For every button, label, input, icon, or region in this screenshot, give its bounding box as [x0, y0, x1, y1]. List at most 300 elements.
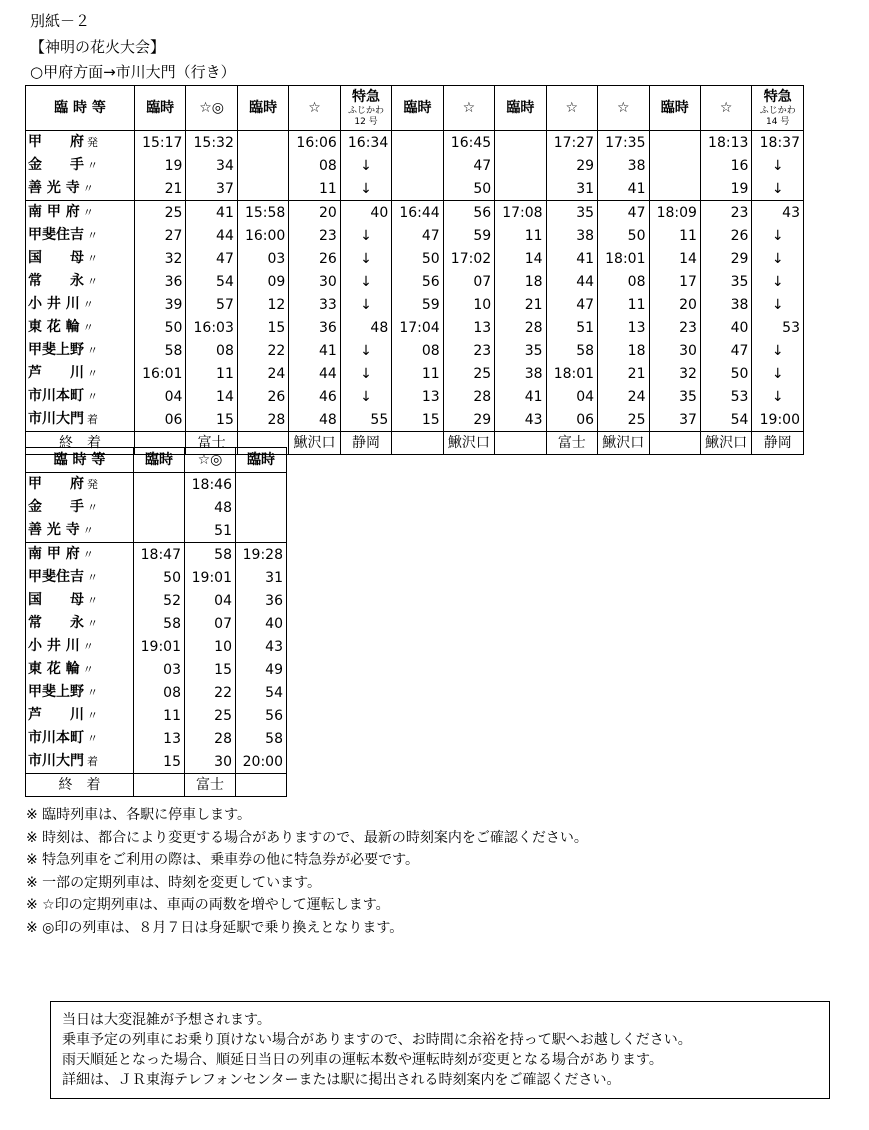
time-cell: 38	[546, 224, 597, 247]
time-cell	[495, 131, 546, 155]
time-cell: 21	[495, 293, 546, 316]
train-type-label: ☆	[565, 100, 579, 116]
time-cell: 18:13	[700, 131, 751, 155]
time-cell: 23	[649, 316, 700, 339]
station-cell	[26, 496, 134, 519]
time-cell: 15:32	[186, 131, 237, 155]
station-cell	[26, 270, 135, 293]
station-suffix: 〃	[82, 298, 94, 311]
station-name: 金 手	[28, 157, 84, 173]
time-cell: 15	[186, 408, 237, 432]
time-cell: 18:37	[752, 131, 804, 155]
time-cell: 04	[134, 385, 185, 408]
terminus-cell: 鰍沢口	[289, 432, 340, 455]
station-cell	[26, 177, 135, 201]
time-cell: 11	[598, 293, 649, 316]
timetable-main	[25, 85, 804, 455]
terminus-cell: 静岡	[340, 432, 391, 455]
station-name: 小 井 川	[28, 638, 80, 654]
train-type-label: 臨時	[403, 100, 432, 116]
time-cell: 11	[649, 224, 700, 247]
time-cell: 18:47	[134, 543, 185, 567]
time-cell: 47	[443, 154, 494, 177]
notice-line: 詳細は、ＪＲ東海テレフォンセンターまたは駅に掲出される時刻案内をご確認ください。	[62, 1072, 621, 1088]
time-cell: 50	[392, 247, 443, 270]
time-cell: 53	[752, 316, 804, 339]
time-cell: 13	[134, 727, 185, 750]
station-cell	[26, 635, 134, 658]
train-type-label: ☆	[462, 100, 476, 116]
train-type-label: ☆	[308, 100, 321, 116]
time-cell: 26	[700, 224, 751, 247]
time-cell: 15	[392, 408, 443, 432]
time-cell: 20:00	[236, 750, 287, 774]
station-row	[26, 270, 804, 293]
station-name: 甲斐住吉	[28, 569, 84, 585]
notice-box	[50, 1001, 830, 1099]
train-column-header	[598, 86, 649, 131]
note: ※ 時刻は、都合により変更する場合がありますので、最新の時刻案内をご確認ください。	[26, 829, 588, 846]
terminus-cell: 富士	[185, 774, 236, 797]
train-type-label: 臨時	[506, 100, 535, 116]
direction-title: ○甲府方面→市川大門（行き）	[30, 63, 236, 81]
time-cell: 14	[649, 247, 700, 270]
time-cell: ↓	[752, 154, 804, 177]
station-name: 市川大門	[28, 411, 84, 427]
terminus-cell	[495, 432, 546, 455]
time-cell: 12	[237, 293, 288, 316]
time-cell: 23	[289, 224, 340, 247]
time-cell: 28	[495, 316, 546, 339]
time-cell: 26	[237, 385, 288, 408]
station-cell	[26, 247, 135, 270]
time-cell	[237, 177, 288, 201]
terminus-cell	[392, 432, 443, 455]
time-cell: 15:58	[237, 201, 288, 225]
corner-header: 臨 時 等	[26, 86, 135, 131]
time-cell	[495, 177, 546, 201]
time-cell: ↓	[340, 177, 391, 201]
train-type-label: ☆◎	[197, 452, 223, 468]
train-column-header	[185, 448, 236, 473]
time-cell: ↓	[340, 270, 391, 293]
time-cell: 16	[700, 154, 751, 177]
station-cell	[26, 293, 135, 316]
time-cell: 19	[134, 154, 185, 177]
station-name: 市川本町	[28, 730, 84, 746]
station-suffix: 〃	[82, 548, 94, 561]
time-cell: ↓	[752, 339, 804, 362]
station-row	[26, 362, 804, 385]
train-column-header	[649, 86, 700, 131]
time-cell: 19:00	[752, 408, 804, 432]
time-cell: 50	[134, 316, 185, 339]
train-type-label: 特急	[352, 89, 380, 105]
station-suffix: 〃	[87, 252, 98, 265]
time-cell: 46	[289, 385, 340, 408]
station-suffix: 〃	[87, 686, 98, 699]
time-cell: 08	[186, 339, 237, 362]
station-row	[26, 339, 804, 362]
time-cell: 38	[700, 293, 751, 316]
time-cell: 43	[236, 635, 287, 658]
station-suffix: 〃	[87, 229, 98, 242]
time-cell: 14	[186, 385, 237, 408]
train-column-header	[443, 86, 494, 131]
time-cell: 44	[289, 362, 340, 385]
station-cell	[26, 750, 134, 774]
time-cell: 15	[237, 316, 288, 339]
time-cell: 17:27	[546, 131, 597, 155]
station-name: 芦 川	[28, 365, 84, 381]
note: ※ 一部の定期列車は、時刻を変更しています。	[26, 874, 322, 891]
station-name: 芦 川	[28, 707, 84, 723]
station-row	[26, 131, 804, 155]
station-cell	[26, 543, 134, 567]
time-cell: 28	[185, 727, 236, 750]
station-row	[26, 293, 804, 316]
time-cell: 41	[289, 339, 340, 362]
terminus-cell: 静岡	[752, 432, 804, 455]
train-type-label: ☆◎	[199, 100, 225, 116]
time-cell	[392, 131, 443, 155]
time-cell: 47	[598, 201, 649, 225]
time-cell: 08	[598, 270, 649, 293]
time-cell: 16:06	[289, 131, 340, 155]
train-type-label: ☆	[616, 100, 630, 116]
time-cell: 16:44	[392, 201, 443, 225]
time-cell: 07	[443, 270, 494, 293]
station-suffix: 〃	[87, 390, 98, 403]
time-cell: 38	[495, 362, 546, 385]
time-cell: 36	[236, 589, 287, 612]
station-row	[26, 612, 287, 635]
station-row	[26, 224, 804, 247]
station-suffix: 〃	[82, 206, 94, 219]
time-cell: 13	[443, 316, 494, 339]
train-type-label: 臨時	[146, 100, 175, 116]
corner-header: 臨 時 等	[26, 448, 134, 473]
station-name: 東 花 輪	[28, 661, 80, 677]
station-cell	[26, 519, 134, 543]
time-cell: 18:09	[649, 201, 700, 225]
time-cell: 31	[546, 177, 597, 201]
time-cell: 59	[392, 293, 443, 316]
time-cell: 17:08	[495, 201, 546, 225]
station-suffix: 〃	[87, 159, 98, 172]
time-cell: 03	[134, 658, 185, 681]
time-cell: ↓	[752, 177, 804, 201]
time-cell: 38	[598, 154, 649, 177]
train-type-label: 特急	[763, 89, 792, 105]
time-cell: 44	[546, 270, 597, 293]
time-cell: 29	[700, 247, 751, 270]
time-cell: 23	[443, 339, 494, 362]
train-type-label: 臨時	[249, 100, 278, 116]
station-suffix: 〃	[82, 663, 94, 676]
time-cell: 48	[340, 316, 391, 339]
time-cell: 50	[134, 566, 185, 589]
station-suffix: 〃	[82, 321, 94, 334]
time-cell: 26	[289, 247, 340, 270]
time-cell: 07	[185, 612, 236, 635]
time-cell: 51	[185, 519, 236, 543]
time-cell: 49	[236, 658, 287, 681]
station-suffix: 発	[87, 478, 98, 491]
time-cell: 47	[546, 293, 597, 316]
time-cell	[649, 177, 700, 201]
time-cell: 22	[185, 681, 236, 704]
station-row	[26, 566, 287, 589]
time-cell: 06	[546, 408, 597, 432]
time-cell: 03	[237, 247, 288, 270]
train-type-label: 臨時	[660, 100, 689, 116]
terminus-cell: 鰍沢口	[443, 432, 494, 455]
train-column-header	[236, 448, 287, 473]
station-cell	[26, 566, 134, 589]
notice-line: 雨天順延となった場合、順延日当日の列車の運転本数や運転時刻が変更となる場合があります。	[62, 1052, 663, 1068]
station-cell	[26, 612, 134, 635]
station-name: 甲 府	[28, 134, 84, 150]
terminus-cell: 鰍沢口	[598, 432, 649, 455]
time-cell: 04	[546, 385, 597, 408]
station-row	[26, 408, 804, 432]
time-cell: 08	[392, 339, 443, 362]
time-cell: 30	[649, 339, 700, 362]
station-name: 常 永	[28, 273, 84, 289]
time-cell: ↓	[752, 247, 804, 270]
time-cell: 18:46	[185, 473, 236, 497]
time-cell: 56	[236, 704, 287, 727]
time-cell: 16:00	[237, 224, 288, 247]
time-cell: ↓	[340, 247, 391, 270]
time-cell: 51	[546, 316, 597, 339]
time-cell: 54	[236, 681, 287, 704]
time-cell: 15:17	[134, 131, 185, 155]
station-suffix: 〃	[82, 524, 94, 537]
time-cell: 25	[598, 408, 649, 432]
time-cell: 16:01	[134, 362, 185, 385]
station-suffix: 〃	[87, 709, 98, 722]
time-cell: 31	[236, 566, 287, 589]
station-name: 国 母	[28, 592, 84, 608]
time-cell	[495, 154, 546, 177]
time-cell: 43	[752, 201, 804, 225]
time-cell: 35	[546, 201, 597, 225]
train-type-label: ☆	[719, 100, 733, 116]
station-name: 善 光 寺	[28, 180, 80, 196]
time-cell: 41	[546, 247, 597, 270]
time-cell: 20	[649, 293, 700, 316]
time-cell: 41	[598, 177, 649, 201]
time-cell: ↓	[340, 293, 391, 316]
time-cell: 11	[186, 362, 237, 385]
station-suffix: 〃	[87, 344, 98, 357]
train-column-header	[340, 86, 391, 131]
time-cell: 56	[392, 270, 443, 293]
time-cell: 17:04	[392, 316, 443, 339]
station-row	[26, 177, 804, 201]
station-row	[26, 519, 287, 543]
terminus-label: 終 着	[26, 432, 135, 455]
time-cell: 19:28	[236, 543, 287, 567]
station-cell	[26, 727, 134, 750]
time-cell: 22	[237, 339, 288, 362]
time-cell: 48	[289, 408, 340, 432]
time-cell: 39	[134, 293, 185, 316]
time-cell: 17:02	[443, 247, 494, 270]
train-type-label: 臨時	[145, 452, 173, 468]
station-name: 甲斐上野	[28, 684, 84, 700]
time-cell	[236, 519, 287, 543]
terminus-row	[26, 774, 287, 797]
station-suffix: 発	[87, 136, 98, 149]
time-cell: 17:35	[598, 131, 649, 155]
notes-list	[26, 804, 588, 940]
station-cell	[26, 362, 135, 385]
time-cell: 19:01	[134, 635, 185, 658]
time-cell: 34	[186, 154, 237, 177]
time-cell: ↓	[340, 339, 391, 362]
time-cell	[237, 154, 288, 177]
station-name: 市川本町	[28, 388, 84, 404]
time-cell	[649, 131, 700, 155]
time-cell: 53	[700, 385, 751, 408]
station-row	[26, 473, 287, 497]
time-cell: 16:45	[443, 131, 494, 155]
time-cell: ↓	[752, 224, 804, 247]
station-name: 善 光 寺	[28, 522, 80, 538]
time-cell	[236, 496, 287, 519]
time-cell: 16:03	[186, 316, 237, 339]
time-cell: 48	[185, 496, 236, 519]
train-column-header	[495, 86, 546, 131]
station-row	[26, 727, 287, 750]
station-cell	[26, 385, 135, 408]
station-row	[26, 658, 287, 681]
station-cell	[26, 131, 135, 155]
time-cell: 10	[185, 635, 236, 658]
time-cell	[134, 519, 185, 543]
time-cell: 30	[289, 270, 340, 293]
station-cell	[26, 201, 135, 225]
time-cell: 33	[289, 293, 340, 316]
note: ※ 臨時列車は、各駅に停車します。	[26, 807, 252, 823]
station-suffix: 〃	[87, 501, 98, 514]
time-cell: 32	[134, 247, 185, 270]
station-suffix: 〃	[82, 182, 94, 195]
time-cell: 30	[185, 750, 236, 774]
time-cell: 18	[495, 270, 546, 293]
time-cell: 25	[134, 201, 185, 225]
time-cell: 19	[700, 177, 751, 201]
time-cell: 24	[598, 385, 649, 408]
station-cell	[26, 154, 135, 177]
terminus-cell	[134, 774, 185, 797]
time-cell: 35	[700, 270, 751, 293]
time-cell: 41	[495, 385, 546, 408]
station-name: 市川大門	[28, 753, 84, 769]
station-suffix: 〃	[87, 275, 98, 288]
time-cell: 50	[598, 224, 649, 247]
note: ※ 特急列車をご利用の際は、乗車券の他に特急券が必要です。	[26, 852, 420, 869]
station-row	[26, 704, 287, 727]
time-cell: 58	[185, 543, 236, 567]
time-cell: 28	[237, 408, 288, 432]
station-suffix: 〃	[87, 594, 98, 607]
station-suffix: 〃	[87, 367, 98, 380]
time-cell: 09	[237, 270, 288, 293]
time-cell	[649, 154, 700, 177]
train-column-header	[392, 86, 443, 131]
station-name: 南 甲 府	[28, 204, 80, 220]
time-cell: 11	[134, 704, 185, 727]
station-row	[26, 589, 287, 612]
station-suffix: 〃	[87, 732, 98, 745]
time-cell: 18	[598, 339, 649, 362]
station-name: 国 母	[28, 250, 84, 266]
time-cell: 13	[392, 385, 443, 408]
time-cell: 18:01	[598, 247, 649, 270]
station-row	[26, 750, 287, 774]
time-cell: ↓	[340, 385, 391, 408]
time-cell: 06	[134, 408, 185, 432]
time-cell	[236, 473, 287, 497]
train-column-header	[134, 86, 185, 131]
time-cell: 25	[185, 704, 236, 727]
event-title: 【神明の花火大会】	[30, 38, 166, 56]
time-cell: 43	[495, 408, 546, 432]
time-cell: ↓	[340, 224, 391, 247]
time-cell: 13	[598, 316, 649, 339]
time-cell: 36	[134, 270, 185, 293]
time-cell: ↓	[340, 154, 391, 177]
time-cell: ↓	[752, 362, 804, 385]
station-cell	[26, 339, 135, 362]
station-name: 金 手	[28, 499, 84, 515]
station-cell	[26, 658, 134, 681]
time-cell: 58	[546, 339, 597, 362]
station-row	[26, 681, 287, 704]
terminus-cell: 富士	[186, 432, 237, 455]
time-cell: 15	[134, 750, 185, 774]
station-suffix: 〃	[82, 640, 94, 653]
train-column-header	[289, 86, 340, 131]
time-cell: 20	[289, 201, 340, 225]
timetable-extra	[25, 447, 287, 797]
time-cell: 21	[598, 362, 649, 385]
time-cell: 40	[236, 612, 287, 635]
time-cell: 15	[185, 658, 236, 681]
time-cell: 19:01	[185, 566, 236, 589]
time-cell: 50	[700, 362, 751, 385]
time-cell: 47	[392, 224, 443, 247]
station-cell	[26, 589, 134, 612]
time-cell: ↓	[752, 385, 804, 408]
terminus-cell: 鰍沢口	[700, 432, 751, 455]
time-cell: 08	[289, 154, 340, 177]
station-name: 甲 府	[28, 476, 84, 492]
time-cell: 40	[700, 316, 751, 339]
time-cell: 37	[186, 177, 237, 201]
time-cell: ↓	[752, 293, 804, 316]
terminus-cell	[649, 432, 700, 455]
train-number-label: 12 号	[354, 117, 378, 127]
time-cell: 18:01	[546, 362, 597, 385]
train-column-header	[186, 86, 237, 131]
station-row	[26, 496, 287, 519]
time-cell: 56	[443, 201, 494, 225]
